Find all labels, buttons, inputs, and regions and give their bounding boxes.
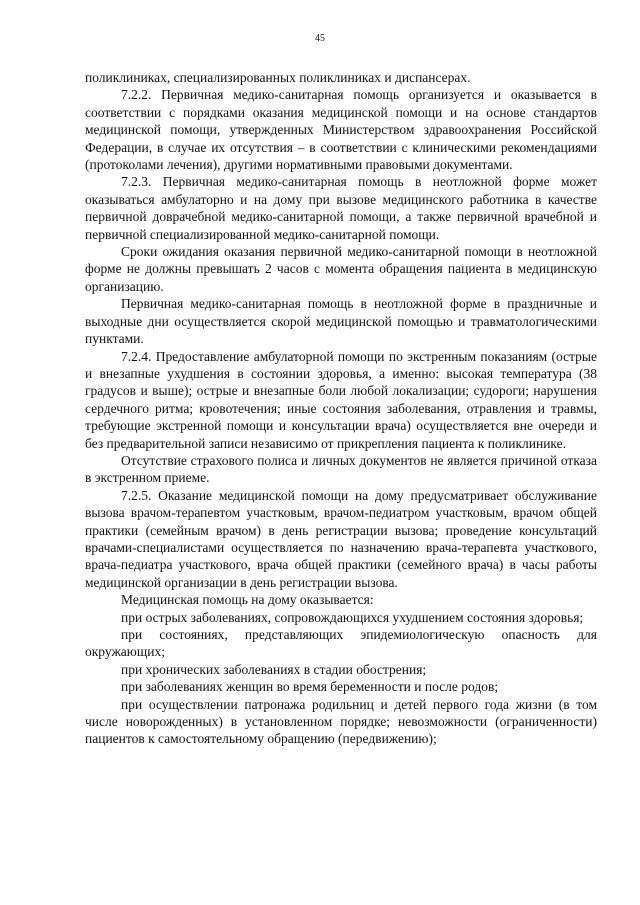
list-item-epidemiological: при состояниях, представляющих эпидемиологическую опасность для окружающих;: [85, 627, 597, 660]
paragraph-7-2-3: 7.2.3. Первичная медико-санитарная помощь в неотложной форме может оказываться амбулаторно и на дому при вызове медицинского работника в качестве первичной доврачебной медико-санитарной помощи, а также первичной врачебной и первичной специализированной медико-санитарной помощи.: [85, 174, 597, 242]
page-number: 45: [315, 33, 325, 44]
paragraph-holidays: Первичная медико-санитарная помощь в неотложной форме в праздничные и выходные дни осуществляется скорой медицинской помощью и травматологическими пунктами.: [85, 296, 597, 347]
paragraph-7-2-2: 7.2.2. Первичная медико-санитарная помощь организуется и оказывается в соответствии с порядками оказания медицинской помощи и на основе стандартов медицинской помощи, утвержденных Министерством здравоохранения Российской Федерации, в случае их отсутствия – в соответствии с клиническими рекомендациями (протоколами лечения), другими нормативными правовыми документами.: [85, 87, 597, 173]
paragraph-waiting-time: Сроки ожидания оказания первичной медико-санитарной помощи в неотложной форме не должны превышать 2 часов с момента обращения пациента в медицинскую организацию.: [85, 244, 597, 294]
list-item-patronage: при осуществлении патронажа родильниц и детей первого года жизни (в том числе новорожденных) в установленном порядке; невозможности (ограниченности) пациентов к самостоятельному обращению (передвижению);: [85, 696, 597, 747]
list-item-acute: при острых заболеваниях, сопровождающихся ухудшением состояния здоровья;: [121, 609, 584, 625]
list-item-chronic: при хронических заболеваниях в стадии обострения;: [121, 661, 427, 677]
list-item-pregnancy: при заболеваниях женщин во время беременности и после родов;: [121, 679, 499, 695]
document-body: [85, 69, 597, 748]
paragraph-7-2-4: 7.2.4. Предоставление амбулаторной помощи по экстренным показаниям (острые и внезапные ухудшения в состоянии здоровья, а именно: высокая температура (38 градусов и выше); острые и внезапные боли любой локализации; судороги; нарушения сердечного ритма; кровотечения; иные состояния заболевания, отравления и травмы, требующие экстренной помощи и консультации врача) осуществляется вне очереди и без предварительной записи независимо от прикрепления пациента к поликлинике.: [85, 348, 597, 451]
paragraph-no-policy: Отсутствие страхового полиса и личных документов не является причиной отказа в экстренном приеме.: [85, 452, 597, 486]
paragraph-7-2-5: 7.2.5. Оказание медицинской помощи на дому предусматривает обслуживание вызова врачом-терапевтом участковым, врачом-педиатром участковым, врачом общей практики (семейным врачом) в день регистрации вызова; проведение консультаций врачами-специалистами осуществляется по назначению врача-терапевта участкового, врача-педиатра участкового, врача общей практики (семейного врача) в часы работы медицинской организации в день регистрации вызова.: [85, 487, 597, 590]
paragraph-continuation: поликлиниках, специализированных поликлиниках и диспансерах.: [85, 70, 471, 85]
paragraph-home-care-intro: Медицинская помощь на дому оказывается:: [121, 592, 374, 608]
